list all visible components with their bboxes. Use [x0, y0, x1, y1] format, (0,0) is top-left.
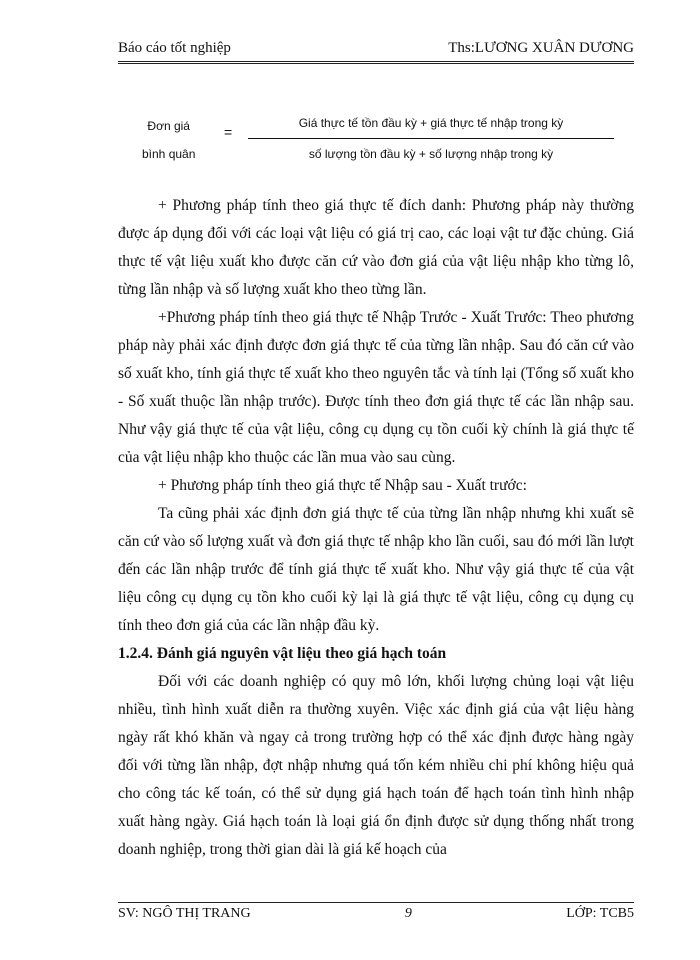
- average-price-formula: [118, 108, 634, 168]
- paragraph-accounting-price: Đối với các doanh nghiệp có quy mô lớn, khối lượng chủng loại vật liệu nhiều, tình hình xuất diễn ra thường xuyên. Việc xác định giá của vật liệu hàng ngày rất khó khăn và ngay cả trong trường hợp có thể xác định được hàng ngày đối với từng lần nhập, đợt nhập nhưng quá tốn kém nhiều chi phí không hiệu quả cho công tác kế toán, có thể sử dụng giá hạch toán để hạch toán tình hình nhập xuất hàng ngày. Giá hạch toán là loại giá ổn định được sử dụng thống nhất trong doanh nghiệp, trong thời gian dài là giá kế hoạch của: [118, 673, 634, 858]
- paragraph-lifo: Ta cũng phải xác định đơn giá thực tế của từng lần nhập nhưng khi xuất sẽ căn cứ vào số lượng xuất và đơn giá thực tế nhập kho lần cuối, sau đó mới lần lượt đến các lần nhập trước để tính giá thực tế xuất kho. Như vậy giá thực tế của vật liệu công cụ dụng cụ tồn kho cuối kỳ lại là giá thực tế vật liệu, công cụ dụng cụ tính theo đơn giá của các lần nhập đầu kỳ.: [118, 505, 634, 634]
- formula-numerator: Giá thực tế tồn đầu kỳ + giá thực tế nhập trong kỳ: [248, 112, 614, 139]
- formula-lhs: [142, 112, 195, 168]
- formula-lhs-line1: Đơn giá: [147, 119, 190, 133]
- paragraph-specific-identification: + Phương pháp tính theo giá thực tế đích danh: Phương pháp này thường được áp dụng đối với các loại vật liệu có giá trị cao, các loại vật tư đặc chủng. Giá thực tế vật liệu xuất kho được căn cứ vào đơn giá của vật liệu nhập kho từng lô, từng lần nhập và số lượng xuất kho theo từng lần.: [118, 197, 634, 298]
- formula-equals: =: [224, 124, 233, 140]
- section-heading: 1.2.4. Đánh giá nguyên vật liệu theo giá hạch toán: [118, 645, 447, 662]
- formula-fraction: [248, 112, 614, 165]
- document-body: [118, 192, 634, 864]
- class-name: LỚP: TCB5: [566, 906, 634, 921]
- report-title: Báo cáo tốt nghiệp: [118, 40, 231, 56]
- paragraph-lifo-title: + Phương pháp tính theo giá thực tế Nhập sau - Xuất trước:: [158, 477, 527, 494]
- paragraph-fifo: +Phương pháp tính theo giá thực tế Nhập Trước - Xuất Trước: Theo phương pháp này phải xác định được đơn giá thực tế của từng lần nhập. Sau đó căn cứ vào số xuất kho, tính giá thực tế xuất kho theo nguyên tắc và tính lại (Tổng số xuất kho - Số xuất thuộc lần nhập trước). Được tính theo đơn giá thực tế các lần nhập sau. Như vậy giá thực tế của vật liệu, công cụ dụng cụ tồn cuối kỳ chính là giá thực tế của vật liệu nhập kho thuộc các lần mua vào sau cùng.: [118, 309, 634, 466]
- page-footer: [118, 902, 634, 922]
- formula-denominator: số lượng tồn đầu kỳ + số lượng nhập trong kỳ: [308, 147, 554, 161]
- page-number: 9: [404, 906, 412, 921]
- formula-lhs-line2: bình quân: [142, 147, 196, 161]
- student-name: SV: NGÔ THỊ TRANG: [118, 906, 251, 921]
- page-header: [118, 40, 634, 64]
- supervisor-name: Ths:LƯƠNG XUÂN DƯƠNG: [448, 40, 634, 56]
